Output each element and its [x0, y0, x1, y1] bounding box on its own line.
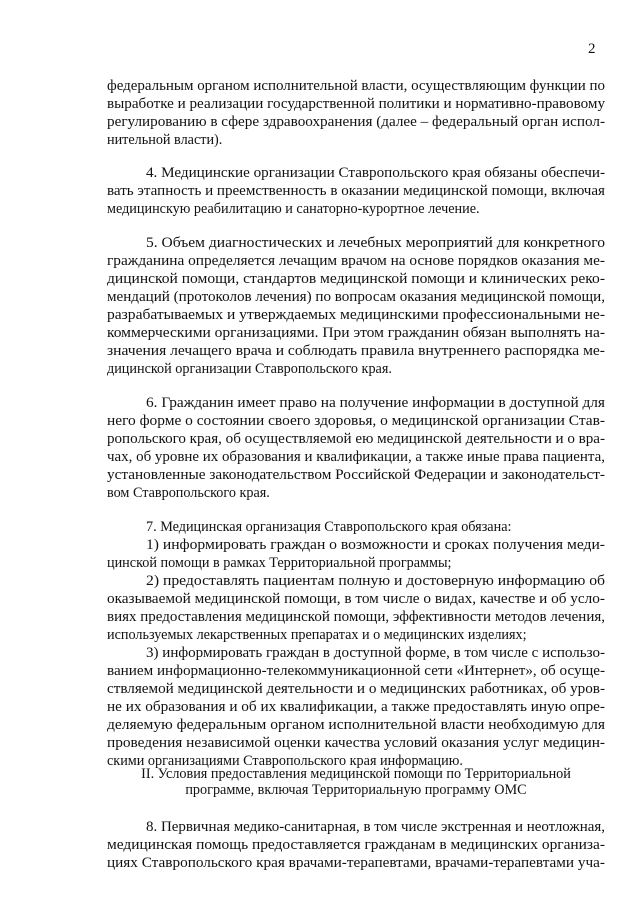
paragraph-line: установленные законодательством Российской Федерации и законодательст-: [107, 467, 605, 483]
paragraph-line: циях Ставропольского края врачами-терапевтами, врачами-терапевтами уча-: [107, 855, 605, 871]
paragraph-line: ванием информационно-телекоммуникационной сети «Интернет», об осуще-: [107, 663, 605, 679]
paragraph-line: 3) информировать граждан в доступной форме, в том числе с использо-: [146, 645, 605, 661]
page-number: 2: [588, 41, 596, 57]
paragraph-line: вать этапность и преемственность в оказании медицинской помощи, включая: [107, 183, 605, 199]
paragraph-line: дицинской помощи, стандартов медицинской помощи и клинических реко-: [107, 271, 605, 287]
paragraph-line: вом Ставропольского края.: [107, 485, 270, 501]
paragraph-line: чах, об уровне их образования и квалификации, а также иные права пациента,: [107, 449, 605, 465]
paragraph-line: проведения независимой оценки качества условий оказания услуг медицин-: [107, 735, 605, 751]
paragraph-line: 5. Объем диагностических и лечебных мероприятий для конкретного: [146, 235, 605, 251]
section-heading-line: II. Условия предоставления медицинской помощи по Территориальной: [141, 766, 571, 782]
paragraph-line: мендаций (протоколов лечения) по вопросам оказания медицинской помощи,: [107, 289, 605, 305]
paragraph-line: медицинская помощь предоставляется гражданам в медицинских организа-: [107, 837, 605, 853]
paragraph-line: выработке и реализации государственной политики и нормативно-правовому: [107, 96, 605, 112]
paragraph-line: значения лечащего врача и соблюдать правила внутреннего распорядка ме-: [107, 343, 605, 359]
paragraph-line: регулированию в сфере здравоохранения (далее – федеральный орган испол-: [107, 114, 605, 130]
paragraph-line: медицинскую реабилитацию и санаторно-курортное лечение.: [107, 201, 480, 217]
paragraph-line: федеральным органом исполнительной власти, осуществляющим функции по: [107, 78, 605, 94]
paragraph-line: него форме о состоянии своего здоровья, о медицинской организации Став-: [107, 413, 605, 429]
paragraph-line: виях предоставления медицинской помощи, эффективности методов лечения,: [107, 609, 605, 625]
paragraph-line: гражданина определяется лечащим врачом на основе порядков оказания ме-: [107, 253, 605, 269]
paragraph-line: деляемую федеральным органом исполнительной власти необходимую для: [107, 717, 605, 733]
paragraph-line: 6. Гражданин имеет право на получение информации в доступной для: [146, 395, 605, 411]
paragraph-line: цинской помощи в рамках Территориальной программы;: [107, 555, 452, 571]
paragraph-line: коммерческими организациями. При этом гражданин обязан выполнять на-: [107, 325, 605, 341]
paragraph-line: 7. Медицинская организация Ставропольского края обязана:: [146, 519, 512, 535]
paragraph-line: 4. Медицинские организации Ставропольского края обязаны обеспечи-: [146, 165, 605, 181]
paragraph-line: разрабатываемых и утверждаемых медицинскими профессиональными не-: [107, 307, 605, 323]
paragraph-line: 8. Первичная медико-санитарная, в том числе экстренная и неотложная,: [146, 819, 605, 835]
paragraph-line: 2) предоставлять пациентам полную и достоверную информацию об: [146, 573, 605, 589]
paragraph-line: скими организациями Ставропольского края информацию.: [107, 753, 463, 769]
paragraph-line: 1) информировать граждан о возможности и сроках получения меди-: [146, 537, 605, 553]
paragraph-line: ствляемой медицинской деятельности и о медицинских работниках, об уров-: [107, 681, 605, 697]
paragraph-line: ропольского края, об осуществляемой ею медицинской деятельности и о вра-: [107, 431, 605, 447]
paragraph-line: используемых лекарственных препаратах и о медицинских изделиях;: [107, 627, 527, 643]
paragraph-line: нительной власти).: [107, 132, 223, 148]
paragraph-line: дицинской организации Ставропольского края.: [107, 361, 392, 377]
paragraph-line: оказываемой медицинской помощи, в том числе о видах, качестве и об усло-: [107, 591, 605, 607]
section-heading-line: программе, включая Территориальную программу ОМС: [185, 782, 527, 798]
paragraph-line: не их образования и об их квалификации, а также предоставлять иную опре-: [107, 699, 605, 715]
